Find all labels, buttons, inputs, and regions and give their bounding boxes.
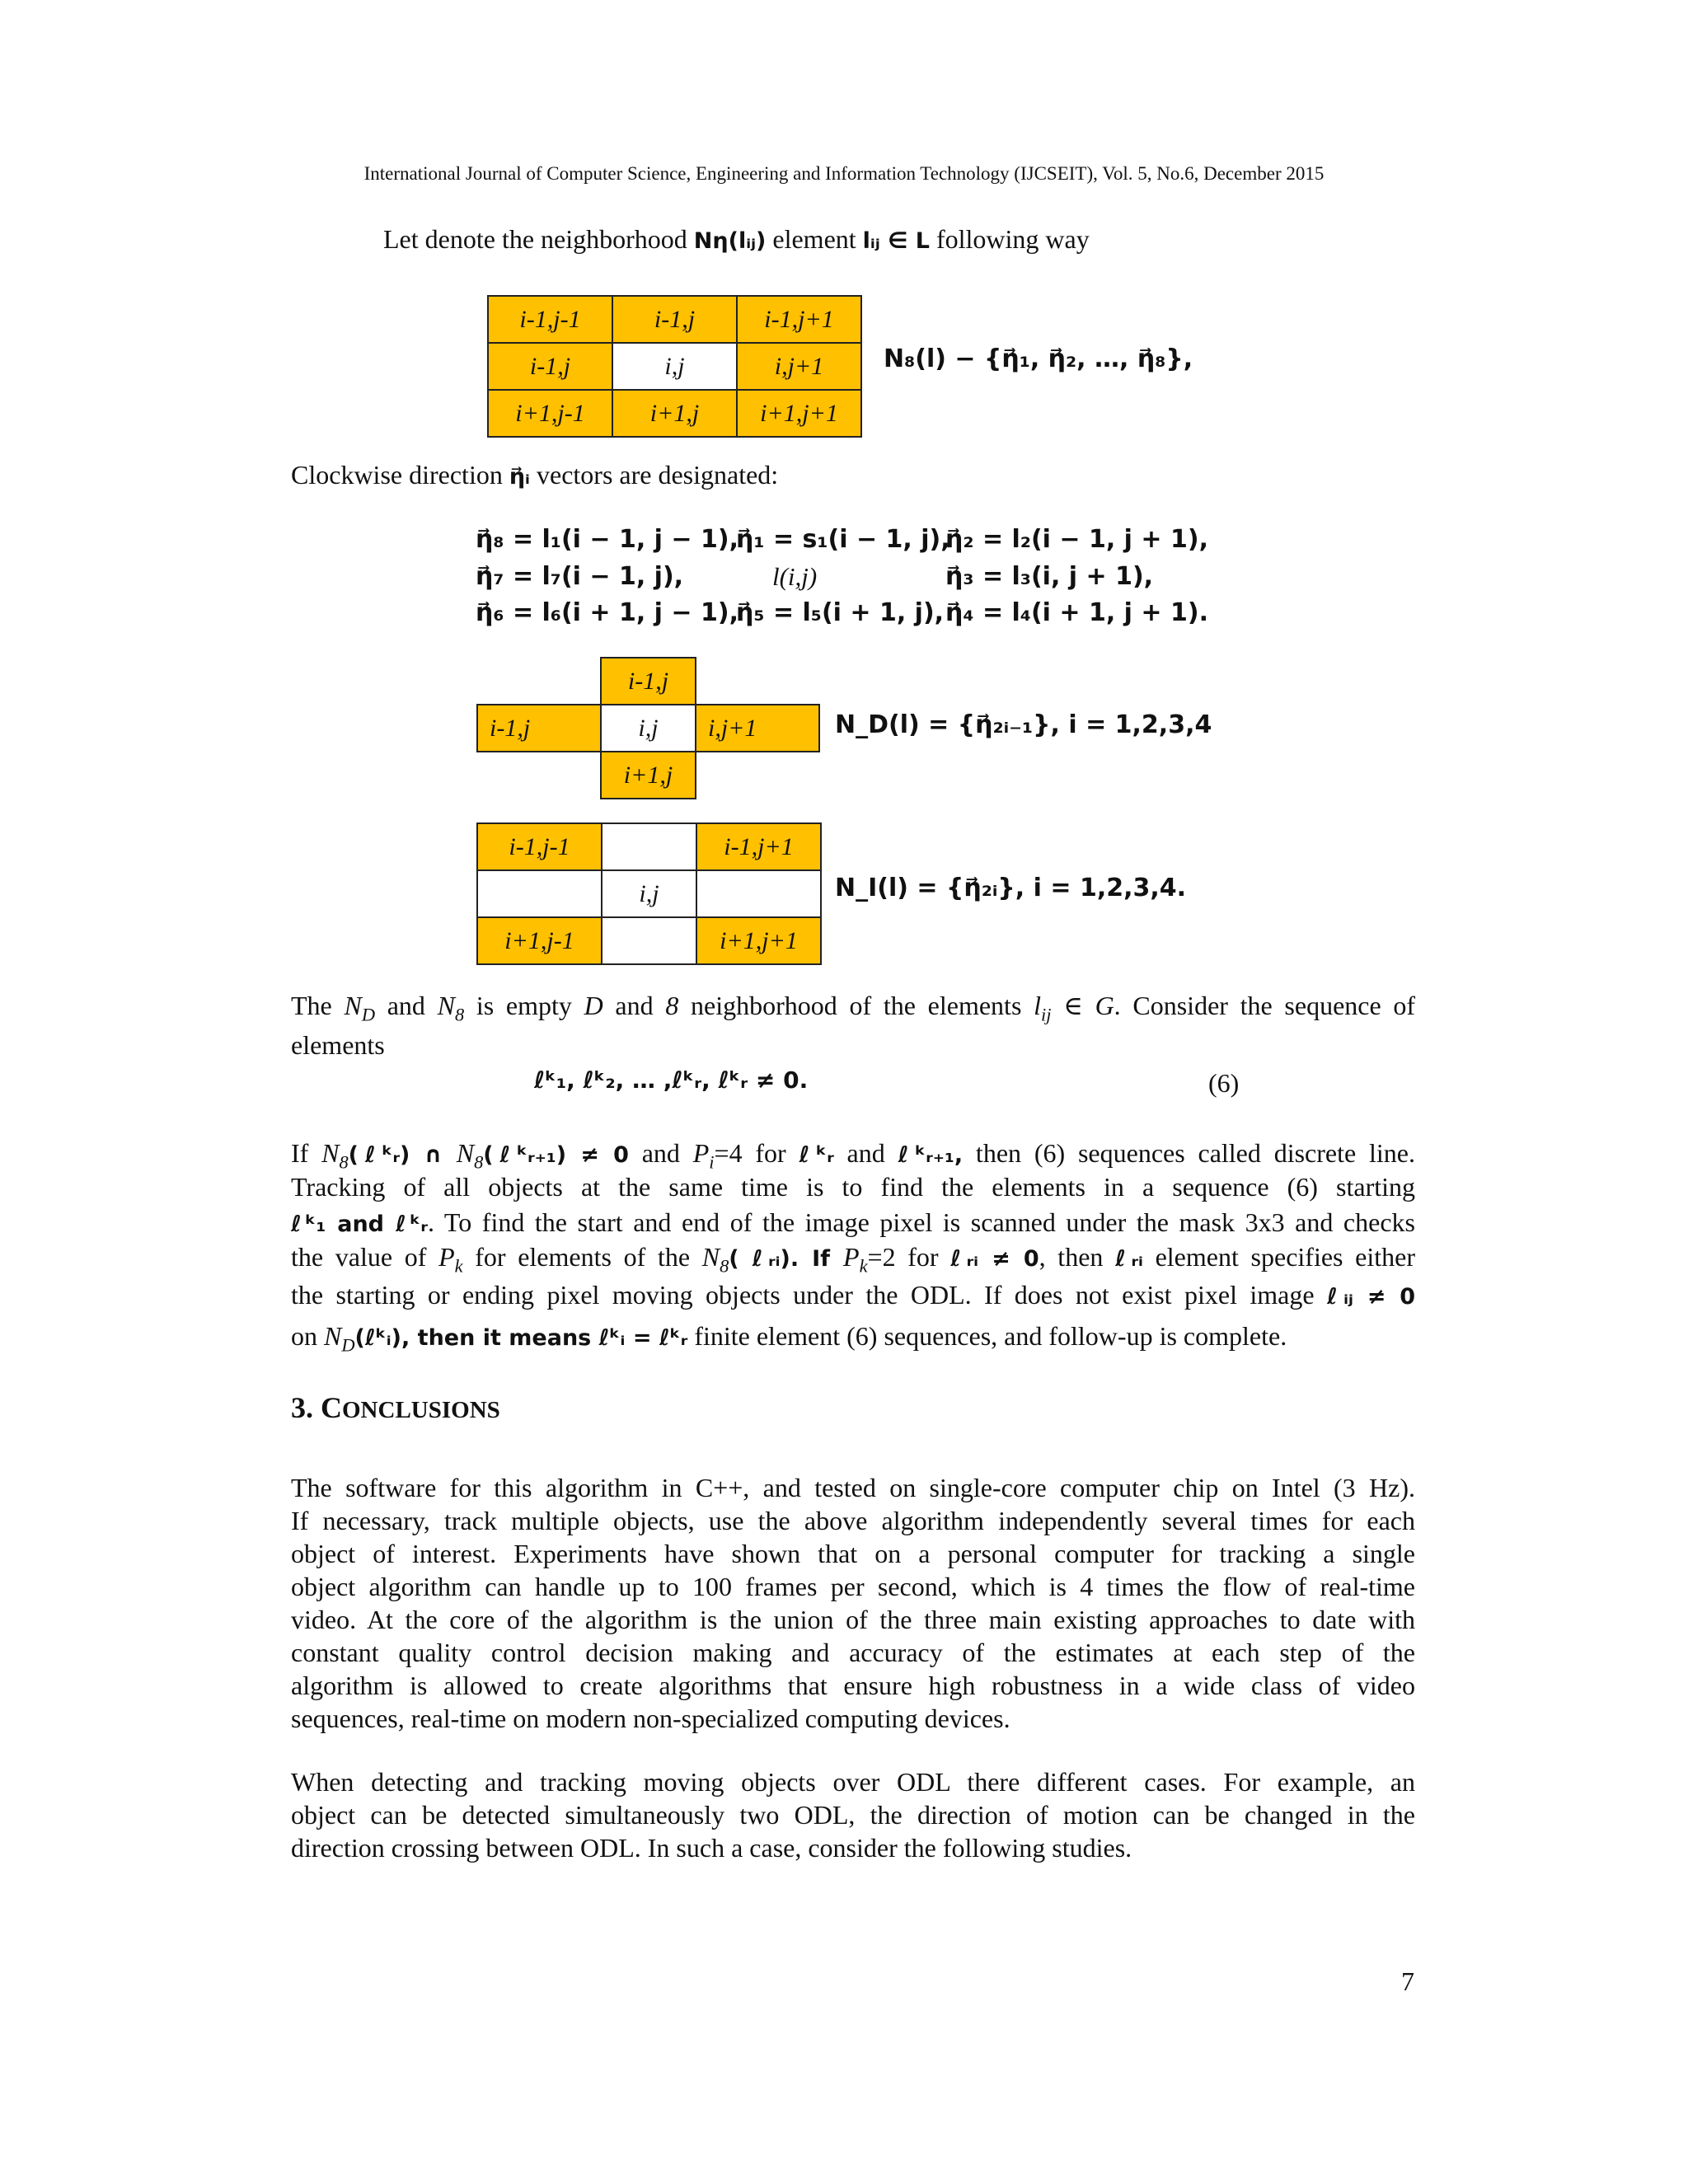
if-text: and (833, 1138, 898, 1168)
if-math: ℓᵏᵣ₊₁, (898, 1142, 964, 1168)
vector-eta3: η⃗₃ = l₃(i, j + 1), (945, 562, 1154, 591)
text-line: object algorithm can handle up to 100 frames per second, which is 4 times the flow of real-time (291, 1572, 1415, 1601)
grid-n8-cell: i+1,j (612, 390, 737, 437)
text-line: algorithm is allowed to create algorithms that ensure high robustness in a wide class of video (291, 1671, 1415, 1700)
equation-6-number: (6) (1208, 1068, 1240, 1098)
if-text: =4 for (714, 1138, 799, 1168)
pk-symbol-main: P (843, 1242, 860, 1272)
clockwise-math-eta: η⃗ᵢ (509, 464, 530, 490)
section-heading (291, 1390, 500, 1425)
grid-ni-blank-cell (602, 917, 696, 964)
vector-eta8: η⃗₈ = l₁(i − 1, j − 1), (476, 525, 738, 554)
section-heading-title: ONCLUSIONS (342, 1397, 500, 1423)
grid-n8-cell: i-1,j (612, 296, 737, 343)
journal-header: International Journal of Computer Science, Engineering and Information Technology (IJCSEIT), Vol. 5, No.6, December 2015 (363, 163, 1325, 184)
clockwise-line (291, 458, 778, 494)
n8-symbol-sub: 8 (720, 1255, 729, 1277)
grid-ni-blank-cell (696, 870, 821, 917)
lij-symbol-sub: ij (1041, 1004, 1052, 1025)
lij-symbol-main: l (1034, 991, 1041, 1020)
if-text: and (628, 1138, 693, 1168)
vector-eta7: η⃗₇ = l₇(i − 1, j), (476, 562, 684, 591)
p-symbol-main: P (692, 1138, 710, 1168)
lij-symbol (1034, 991, 1052, 1025)
nd-paragraph-line1 (291, 989, 1415, 1031)
text-line: object can be detected simultaneously two ODL, the direction of motion can be changed in the (291, 1800, 1415, 1830)
grid-ni-center-cell: i,j (602, 870, 696, 917)
n8-symbol-main: N (701, 1242, 720, 1272)
grid-n8-cell: i,j+1 (737, 343, 861, 390)
vector-eta4: η⃗₄ = l₄(i + 1, j + 1). (945, 598, 1208, 627)
clockwise-text-1: Clockwise direction (291, 460, 509, 490)
if-text: on (291, 1321, 324, 1351)
nd-symbol-sub: D (361, 1004, 375, 1025)
grid-nd (476, 657, 820, 799)
grid-ni-blank-cell (477, 870, 602, 917)
text-line: When detecting and tracking moving objects over ODL there different cases. For example, an (291, 1767, 1415, 1797)
vector-eta5: η⃗₅ = l₅(i + 1, j), (736, 598, 945, 627)
if-math: ℓᵏᵢ = ℓᵏᵣ (598, 1325, 688, 1351)
grid-ni-cell: i+1,j+1 (696, 917, 821, 964)
pk-symbol-main: P (438, 1242, 455, 1272)
intro-line (383, 223, 1090, 258)
if-paragraph-line6 (291, 1319, 1287, 1361)
if-math: ℓᵏᵣ (799, 1142, 834, 1168)
pk-symbol-sub: k (454, 1255, 463, 1277)
if-text: finite element (6) sequences, and follow-up is complete. (687, 1321, 1287, 1351)
if-math: (ℓᵏᵣ₊₁) ≠ 0 (483, 1142, 629, 1168)
grid-nd-cell: i-1,j (601, 658, 696, 705)
if-text: If (291, 1138, 322, 1168)
if-paragraph-line4 (291, 1240, 1415, 1282)
nd-text: and (603, 991, 666, 1020)
grid-nd-formula: N_D(l) = {η⃗₂ᵢ₋₁}, i = 1,2,3,4 (835, 710, 1212, 739)
if-paragraph-line3 (291, 1206, 1415, 1241)
nd-text: The (291, 991, 345, 1020)
equation-6: ℓᵏ₁, ℓᵏ₂, … ,ℓᵏᵣ, ℓᵏᵣ ≠ 0. (534, 1066, 809, 1094)
grid-n8-formula: N₈(l) − {η⃗₁, η⃗₂, …, η⃗₈}, (884, 344, 1193, 373)
grid-nd-center-cell: i,j (601, 705, 696, 752)
nd-symbol (344, 991, 375, 1025)
n8-symbol (456, 1138, 484, 1173)
nd-text: is empty (464, 991, 584, 1020)
if-paragraph-line2: Tracking of all objects at the same time is to find the elements in a sequence (6) starting (291, 1172, 1415, 1202)
n8-symbol (321, 1138, 349, 1173)
grid-ni-blank-cell (602, 823, 696, 870)
if-math: (ℓᵏᵣ) ∩ (348, 1142, 457, 1168)
grid-nd-cell: i+1,j (601, 752, 696, 799)
grid-ni-cell: i+1,j-1 (477, 917, 602, 964)
n8-symbol-sub: 8 (474, 1151, 484, 1173)
if-paragraph-line5 (291, 1278, 1415, 1314)
text-line: The software for this algorithm in C++, and tested on single-core computer chip on Intel (3 Hz). (291, 1473, 1415, 1502)
if-math: (ℓᵏᵢ), then it means (354, 1325, 599, 1351)
n8-symbol (701, 1242, 729, 1277)
if-text: the value of (291, 1242, 439, 1272)
n8-symbol-main: N (321, 1138, 340, 1168)
if-text: for elements of the (462, 1242, 702, 1272)
if-text: , then (1039, 1242, 1116, 1272)
vector-eta1: η⃗₁ = s₁(i − 1, j), (736, 525, 950, 554)
intro-math-element: lᵢⱼ ∈ L (862, 228, 930, 254)
if-text: then (6) sequences called discrete line. (963, 1138, 1415, 1168)
grid-n8-cell: i+1,j+1 (737, 390, 861, 437)
pk-symbol (438, 1242, 463, 1277)
text-line: sequences, real-time on modern non-specialized computing devices. (291, 1704, 1010, 1733)
grid-nd-empty-cell (696, 658, 819, 705)
pk-symbol (843, 1242, 868, 1277)
nd-paragraph-line2: elements (291, 1030, 385, 1060)
g-symbol: G (1095, 991, 1114, 1020)
grid-n8-cell: i+1,j-1 (488, 390, 612, 437)
grid-nd-empty-cell (477, 658, 601, 705)
n8-symbol-sub: 8 (339, 1151, 349, 1173)
d-symbol: D (584, 991, 603, 1020)
if-math: ( ℓᵣᵢ). If (729, 1246, 844, 1272)
text-line: If necessary, track multiple objects, use the above algorithm independently several times for each (291, 1506, 1415, 1535)
grid-n8-cell: i-1,j-1 (488, 296, 612, 343)
intro-text-1: Let denote the neighborhood (383, 224, 694, 254)
vector-center: l(i,j) (772, 562, 818, 591)
if-math: ℓᵢⱼ ≠ 0 (1326, 1284, 1415, 1310)
text-line: constant quality control decision making and accuracy of the estimates at each step of the (291, 1638, 1415, 1667)
if-text: element specifies either (1142, 1242, 1416, 1272)
eight-symbol: 8 (665, 991, 679, 1020)
p-symbol (692, 1138, 715, 1173)
nd-symbol-main: N (324, 1321, 342, 1351)
grid-nd-empty-cell (477, 752, 601, 799)
grid-nd-cell: i,j+1 (696, 705, 819, 752)
vector-eta6: η⃗₆ = l₆(i + 1, j − 1), (476, 598, 738, 627)
if-math: ℓᵏ₁ and ℓᵏᵣ (291, 1212, 428, 1237)
if-text: . To find the start and end of the image pixel is scanned under the mask 3x3 and checks (427, 1207, 1415, 1237)
nd-text: ∈ (1051, 991, 1095, 1020)
text-line: video. At the core of the algorithm is the union of the three main existing approaches to date with (291, 1605, 1415, 1634)
nd-text: neighborhood of the elements (678, 991, 1034, 1020)
if-math: ℓᵣᵢ (1115, 1246, 1143, 1272)
nd-symbol (324, 1321, 355, 1356)
grid-n8-center-cell: i,j (612, 343, 737, 390)
n8-symbol-main: N (437, 991, 455, 1020)
grid-n8 (487, 295, 862, 438)
if-math: ℓᵣᵢ ≠ 0 (950, 1246, 1039, 1272)
text-line: object of interest. Experiments have shown that on a personal computer for tracking a single (291, 1539, 1415, 1568)
if-text: the starting or ending pixel moving objects under the ODL. If does not exist pixel image (291, 1280, 1327, 1310)
p-symbol-sub: i (709, 1151, 715, 1173)
nd-text: . Consider the sequence of (1114, 991, 1416, 1020)
grid-n8-cell: i-1,j+1 (737, 296, 861, 343)
clockwise-text-2: vectors are designated: (529, 460, 779, 490)
n8-symbol-sub: 8 (454, 1004, 465, 1025)
intro-math-neighborhood: Nη(lᵢⱼ) (693, 228, 767, 254)
intro-text-2: element (766, 224, 863, 254)
n8-symbol-main: N (456, 1138, 475, 1168)
grid-ni (476, 823, 822, 965)
pk-symbol-sub: k (859, 1255, 868, 1277)
text-line: direction crossing between ODL. In such a case, consider the following studies. (291, 1833, 1132, 1863)
grid-nd-cell: i-1,j (477, 705, 601, 752)
intro-text-3: following way (929, 224, 1090, 254)
grid-ni-cell: i-1,j+1 (696, 823, 821, 870)
grid-ni-formula: N_I(l) = {η⃗₂ᵢ}, i = 1,2,3,4. (835, 874, 1187, 902)
n8-symbol (437, 991, 465, 1025)
conclusions-paragraph-1 (291, 1471, 1415, 1735)
page-number: 7 (1401, 1966, 1414, 1996)
grid-n8-cell: i-1,j (488, 343, 612, 390)
nd-symbol-main: N (344, 991, 362, 1020)
section-heading-number: 3. C (291, 1391, 342, 1424)
nd-symbol-sub: D (341, 1334, 355, 1356)
if-text: =2 for (867, 1242, 951, 1272)
grid-ni-cell: i-1,j-1 (477, 823, 602, 870)
vector-eta2: η⃗₂ = l₂(i − 1, j + 1), (945, 525, 1208, 554)
nd-text: and (374, 991, 438, 1020)
conclusions-paragraph-2 (291, 1765, 1415, 1864)
grid-nd-empty-cell (696, 752, 819, 799)
